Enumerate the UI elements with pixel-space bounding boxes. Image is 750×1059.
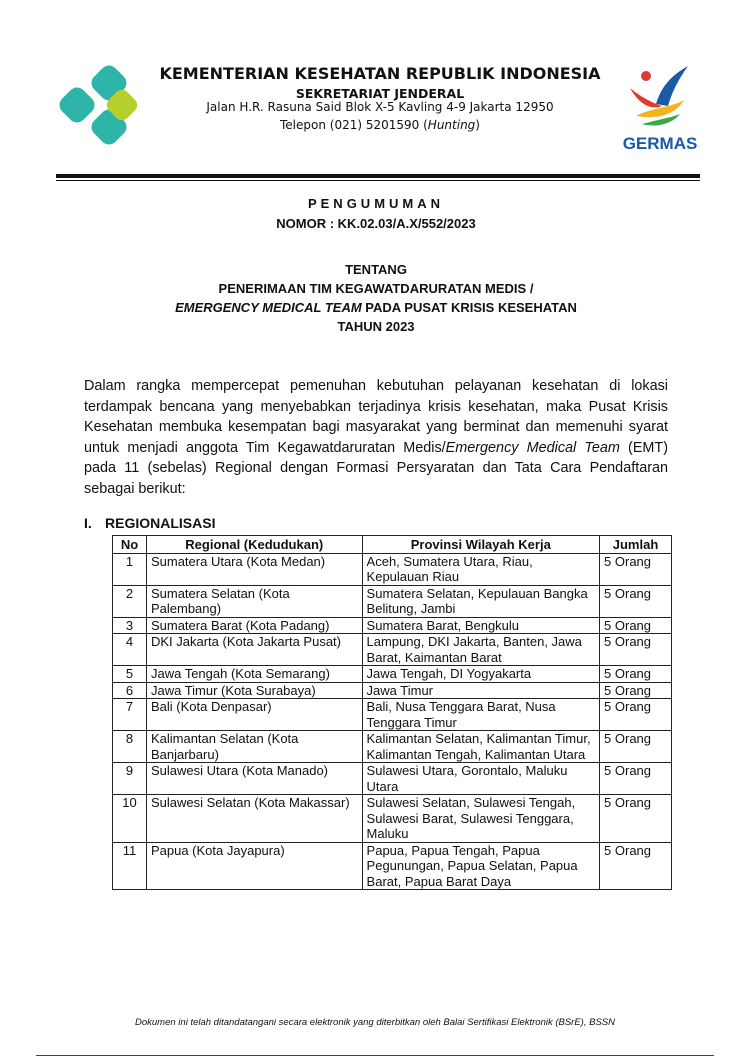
cell-no: 3 xyxy=(113,617,147,634)
germas-label: GERMAS xyxy=(622,134,698,153)
section-heading: I. REGIONALISASI xyxy=(84,515,216,531)
cell-provinsi: Aceh, Sumatera Utara, Riau, Kepulauan Riau xyxy=(362,553,600,585)
cell-no: 4 xyxy=(113,634,147,666)
cell-regional: Bali (Kota Denpasar) xyxy=(146,699,362,731)
header-no: No xyxy=(113,536,147,554)
germas-logo-icon xyxy=(622,62,698,154)
subject-line-3: TAHUN 2023 xyxy=(337,319,415,334)
cell-jumlah: 5 Orang xyxy=(600,666,672,683)
cell-jumlah: 5 Orang xyxy=(600,795,672,843)
cell-no: 11 xyxy=(113,842,147,890)
header-jumlah: Jumlah xyxy=(600,536,672,554)
cell-no: 10 xyxy=(113,795,147,843)
cell-jumlah: 5 Orang xyxy=(600,634,672,666)
table-row xyxy=(113,682,672,699)
cell-regional: Sumatera Utara (Kota Medan) xyxy=(146,553,362,585)
table-row xyxy=(113,842,672,890)
subject-label: TENTANG xyxy=(345,262,407,277)
cell-regional: Sumatera Barat (Kota Padang) xyxy=(146,617,362,634)
announcement-number: NOMOR : KK.02.03/A.X/552/2023 xyxy=(276,216,476,231)
cell-regional: Sulawesi Selatan (Kota Makassar) xyxy=(146,795,362,843)
cell-regional: Sulawesi Utara (Kota Manado) xyxy=(146,763,362,795)
table-row xyxy=(113,795,672,843)
table-row xyxy=(113,763,672,795)
cell-no: 5 xyxy=(113,666,147,683)
cell-regional: Jawa Timur (Kota Surabaya) xyxy=(146,682,362,699)
cell-regional: Kalimantan Selatan (Kota Banjarbaru) xyxy=(146,731,362,763)
cell-no: 6 xyxy=(113,682,147,699)
cell-regional: Sumatera Selatan (Kota Palembang) xyxy=(146,585,362,617)
cell-no: 1 xyxy=(113,553,147,585)
table-row xyxy=(113,731,672,763)
header-regional: Regional (Kedudukan) xyxy=(146,536,362,554)
cell-regional: Papua (Kota Jayapura) xyxy=(146,842,362,890)
table-row xyxy=(113,585,672,617)
cell-provinsi: Jawa Timur xyxy=(362,682,600,699)
ministry-title: KEMENTERIAN KESEHATAN REPUBLIK INDONESIA xyxy=(159,64,601,83)
cell-regional: Jawa Tengah (Kota Semarang) xyxy=(146,666,362,683)
footer-rule xyxy=(36,1055,714,1056)
ministry-phone: Telepon (021) 5201590 (Hunting) xyxy=(280,118,480,132)
cell-regional: DKI Jakarta (Kota Jakarta Pusat) xyxy=(146,634,362,666)
regionalisasi-table xyxy=(112,535,672,890)
cell-no: 2 xyxy=(113,585,147,617)
intro-paragraph: Dalam rangka mempercepat pemenuhan kebutuhan pelayanan kesehatan di lokasi terdampak bencana yang menyebabkan terjadinya krisis kesehatan, maka Pusat Krisis Kesehatan membuka kesempatan bagi masyarakat yang berminat dan memenuhi syarat untuk menjadi anggota Tim Kegawatdaruratan Medis/Emergency Medical Team (EMT) pada 11 (sebelas) Regional dengan Formasi Persyaratan dan Tata Cara Pendaftaran sebagai berikut: xyxy=(84,378,668,497)
table-row xyxy=(113,617,672,634)
announcement-label: PENGUMUMAN xyxy=(307,196,445,211)
cell-provinsi: Sumatera Barat, Bengkulu xyxy=(362,617,600,634)
ministry-address: Jalan H.R. Rasuna Said Blok X-5 Kavling 4-9 Jakarta 12950 xyxy=(206,100,554,114)
cell-provinsi: Lampung, DKI Jakarta, Banten, Jawa Barat, Kaimantan Barat xyxy=(362,634,600,666)
table-row xyxy=(113,634,672,666)
kemenkes-logo-icon xyxy=(54,62,138,150)
cell-jumlah: 5 Orang xyxy=(600,553,672,585)
cell-no: 8 xyxy=(113,731,147,763)
cell-jumlah: 5 Orang xyxy=(600,585,672,617)
cell-jumlah: 5 Orang xyxy=(600,731,672,763)
letterhead-rule-thin xyxy=(56,180,700,181)
cell-provinsi: Sulawesi Selatan, Sulawesi Tengah, Sulawesi Barat, Sulawesi Tenggara, Maluku xyxy=(362,795,600,843)
cell-provinsi: Papua, Papua Tengah, Papua Pegunungan, Papua Selatan, Papua Barat, Papua Barat Daya xyxy=(362,842,600,890)
esign-footer-note: Dokumen ini telah ditandatangani secara elektronik yang diterbitkan oleh Balai Sertifikasi Elektronik (BSrE), BSSN xyxy=(135,1017,615,1028)
table-row xyxy=(113,699,672,731)
header-provinsi: Provinsi Wilayah Kerja xyxy=(362,536,600,554)
table-header-row xyxy=(113,536,672,554)
letterhead-rule-thick xyxy=(56,174,700,178)
cell-provinsi: Kalimantan Selatan, Kalimantan Timur, Kalimantan Tengah, Kalimantan Utara xyxy=(362,731,600,763)
subject-line-2: EMERGENCY MEDICAL TEAM PADA PUSAT KRISIS KESEHATAN xyxy=(175,300,577,315)
ministry-subtitle: SEKRETARIAT JENDERAL xyxy=(295,86,465,101)
cell-jumlah: 5 Orang xyxy=(600,842,672,890)
cell-provinsi: Sulawesi Utara, Gorontalo, Maluku Utara xyxy=(362,763,600,795)
cell-provinsi: Sumatera Selatan, Kepulauan Bangka Belitung, Jambi xyxy=(362,585,600,617)
cell-jumlah: 5 Orang xyxy=(600,763,672,795)
cell-jumlah: 5 Orang xyxy=(600,682,672,699)
cell-no: 9 xyxy=(113,763,147,795)
cell-provinsi: Jawa Tengah, DI Yogyakarta xyxy=(362,666,600,683)
table-row xyxy=(113,553,672,585)
cell-provinsi: Bali, Nusa Tenggara Barat, Nusa Tenggara Timur xyxy=(362,699,600,731)
cell-jumlah: 5 Orang xyxy=(600,699,672,731)
subject-line-1: PENERIMAAN TIM KEGAWATDARURATAN MEDIS / xyxy=(218,281,534,296)
cell-no: 7 xyxy=(113,699,147,731)
table-row xyxy=(113,666,672,683)
cell-jumlah: 5 Orang xyxy=(600,617,672,634)
